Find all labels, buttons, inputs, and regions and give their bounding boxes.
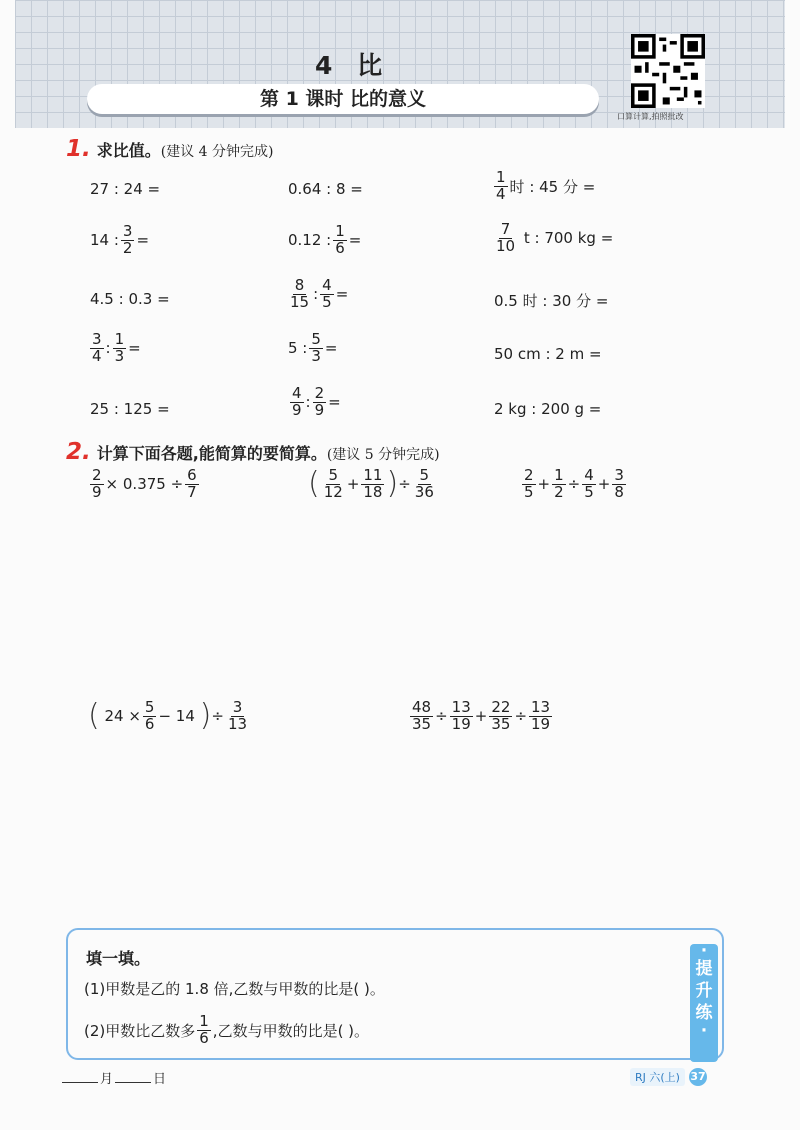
- question-hint: (建议 5 分钟完成): [326, 447, 440, 463]
- footer: [630, 1068, 707, 1086]
- tab-char: 练: [695, 1003, 713, 1023]
- day-label: 日: [153, 1072, 167, 1087]
- calc-item: ( 24 × $\frac{5}{6}$ − 14 ) ÷ $\frac{3}{13}$: [88, 698, 248, 734]
- fill-item-2-text: (2)甲数比乙数多: [84, 1021, 196, 1040]
- question-2-heading: [66, 439, 440, 465]
- question-1-heading: [66, 136, 274, 162]
- ratio-item: 4.5 : 0.3 =: [90, 290, 170, 308]
- ratio-item: $\frac{4}{9}$ : $\frac{2}{9}$ =: [292, 384, 341, 419]
- ratio-item: 50 cm : 2 m =: [494, 345, 602, 363]
- calc-item: ( $\frac{5}{12}$ + $\frac{11}{18}$ ) ÷ $\frac{5}{36}$: [308, 466, 434, 502]
- question-number: 2.: [66, 439, 91, 465]
- practice-tab: · 提 升 练 ·: [690, 944, 718, 1062]
- ratio-item: 27 : 24 =: [90, 180, 161, 198]
- ratio-item: $\frac{3}{4}$ : $\frac{1}{3}$ =: [92, 330, 141, 365]
- fill-item-2: (2)甲数比乙数多 $\frac{1}{6}$ ,乙数与甲数的比是( )。: [84, 1012, 370, 1047]
- question-number: 1.: [66, 136, 91, 162]
- date-field: [62, 1068, 166, 1087]
- ratio-item: $\frac{8}{15}$ : $\frac{4}{5}$ =: [290, 276, 349, 311]
- month-blank[interactable]: [62, 1068, 98, 1083]
- ratio-item: 14 : $\frac{3}{2}$ =: [90, 222, 150, 257]
- ratio-item: $\frac{7}{10}$ t : 700 kg =: [496, 220, 614, 255]
- fill-title: 填一填。: [86, 949, 151, 968]
- day-blank[interactable]: [115, 1068, 151, 1083]
- tab-char: 升: [695, 981, 713, 1001]
- fill-in-box: [66, 928, 724, 1060]
- qr-code-icon[interactable]: [631, 34, 705, 108]
- unit-title: 4 比: [315, 51, 391, 80]
- qr-caption: 口算计算,拍照批改: [617, 112, 684, 121]
- ratio-item: $\frac{1}{4}$ 时 : 45 分 =: [496, 168, 596, 203]
- ratio-item: 0.64 : 8 =: [288, 180, 363, 198]
- calc-item: $\frac{48}{35}$ ÷ $\frac{13}{19}$ + $\frac{22}{35}$ ÷ $\frac{13}{19}$: [412, 698, 551, 733]
- page-number: 37: [689, 1068, 707, 1086]
- series-label: RJ 六(上): [630, 1068, 685, 1086]
- question-hint: (建议 4 分钟完成): [160, 144, 274, 160]
- question-title: 计算下面各题,能简算的要简算。: [96, 444, 327, 463]
- fill-item-1: (1)甲数是乙的 1.8 倍,乙数与甲数的比是( )。: [84, 980, 385, 998]
- calc-item: $\frac{2}{9}$ × 0.375 ÷ $\frac{6}{7}$: [92, 466, 197, 501]
- header-banner: [15, 0, 785, 128]
- ratio-item: 2 kg : 200 g =: [494, 400, 602, 418]
- fill-item-2-text-end: ,乙数与甲数的比是( )。: [212, 1021, 370, 1040]
- calc-item: $\frac{2}{5}$ + $\frac{1}{2}$ ÷ $\frac{4}{5}$ + $\frac{3}{8}$: [524, 466, 624, 501]
- month-label: 月: [100, 1072, 114, 1087]
- ratio-item: 25 : 125 =: [90, 400, 170, 418]
- ratio-item: 5 : $\frac{5}{3}$ =: [288, 330, 338, 365]
- ratio-item: 0.5 时 : 30 分 =: [494, 292, 609, 310]
- question-title: 求比值。: [96, 141, 161, 160]
- ratio-item: 0.12 : $\frac{1}{6}$ =: [288, 222, 362, 257]
- lesson-title: 第 1 课时 比的意义: [87, 84, 599, 114]
- tab-char: 提: [695, 959, 713, 979]
